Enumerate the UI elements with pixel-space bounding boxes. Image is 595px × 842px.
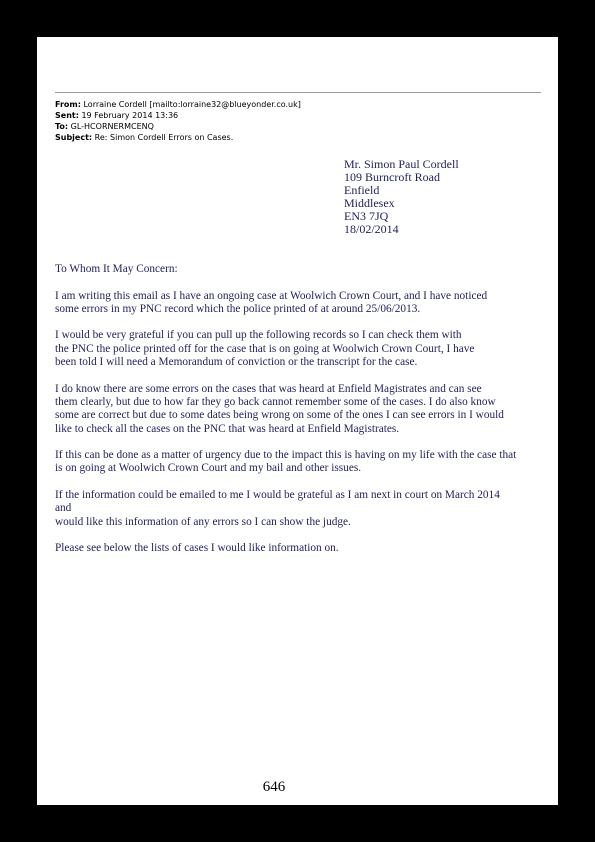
address-postcode: EN3 7JQ	[344, 209, 389, 223]
address-date: 18/02/2014	[344, 222, 399, 236]
from-label: From:	[55, 100, 81, 109]
sent-row	[55, 110, 301, 121]
document-page	[37, 37, 558, 805]
paragraph-5	[55, 489, 541, 529]
paragraph-line: been told I will need a Memorandum of conviction or the transcript for the case.	[55, 356, 418, 369]
paragraph-line: I do know there are some errors on the cases that was heard at Enfield Magistrates and can see	[55, 382, 482, 395]
paragraph-line: like to check all the cases on the PNC that was heard at Enfield Magistrates.	[55, 422, 400, 435]
email-header	[55, 99, 301, 143]
address-town: Enfield	[344, 183, 380, 197]
paragraph-line: the PNC the police printed off for the case that is on going at Woolwich Crown Court, I have	[55, 342, 475, 355]
paragraph-3	[55, 383, 541, 436]
address-county: Middlesex	[344, 196, 395, 210]
paragraph-line: would like this information of any errors so I can show the judge.	[55, 515, 351, 528]
paragraph-line: If the information could be emailed to me I would be grateful as I am next in court on March 2014	[55, 489, 500, 502]
subject-label: Subject:	[55, 133, 93, 142]
sender-address	[344, 158, 459, 236]
paragraph-line: Please see below the lists of cases I would like information on.	[55, 542, 339, 555]
salutation: To Whom It May Concern:	[55, 263, 178, 275]
paragraph-4	[55, 449, 541, 476]
paragraph-line: and	[55, 502, 72, 515]
paragraph-line: If this can be done as a matter of urgency due to the impact this is having on my life with the case that	[55, 449, 517, 462]
paragraph-line: some errors in my PNC record which the police printed of at around 25/06/2013.	[55, 302, 421, 315]
paragraph-line: I would be very grateful if you can pull up the following records so I can check them with	[55, 329, 462, 342]
sent-label: Sent:	[55, 111, 79, 120]
sent-value: 19 February 2014 13:36	[81, 111, 179, 120]
paragraph-line: I am writing this email as I have an ongoing case at Woolwich Crown Court, and I have noticed	[55, 289, 488, 302]
header-divider	[55, 92, 541, 93]
paragraph-6	[55, 542, 541, 555]
from-value: Lorraine Cordell [mailto:lorraine32@blueyonder.co.uk]	[83, 100, 301, 109]
paragraph-line: is on going at Woolwich Crown Court and my bail and other issues.	[55, 462, 362, 475]
to-row	[55, 121, 301, 132]
address-name: Mr. Simon Paul Cordell	[344, 157, 459, 171]
paragraph-line: them clearly, but due to how far they go back cannot remember some of the cases. I do also know	[55, 395, 496, 408]
paragraph-2	[55, 329, 541, 369]
to-value: GL-HCORNERMCENQ	[70, 122, 154, 131]
subject-row	[55, 132, 301, 143]
from-row	[55, 99, 301, 110]
to-label: To:	[55, 122, 69, 131]
paragraph-1	[55, 290, 541, 317]
page-number: 646	[262, 779, 286, 795]
paragraph-line: some are correct but due to some dates being wrong on some of the ones I can see errors in I would	[55, 409, 504, 422]
letter-body	[55, 263, 541, 569]
subject-value: Re: Simon Cordell Errors on Cases.	[94, 133, 234, 142]
address-street: 109 Burncroft Road	[344, 170, 440, 184]
